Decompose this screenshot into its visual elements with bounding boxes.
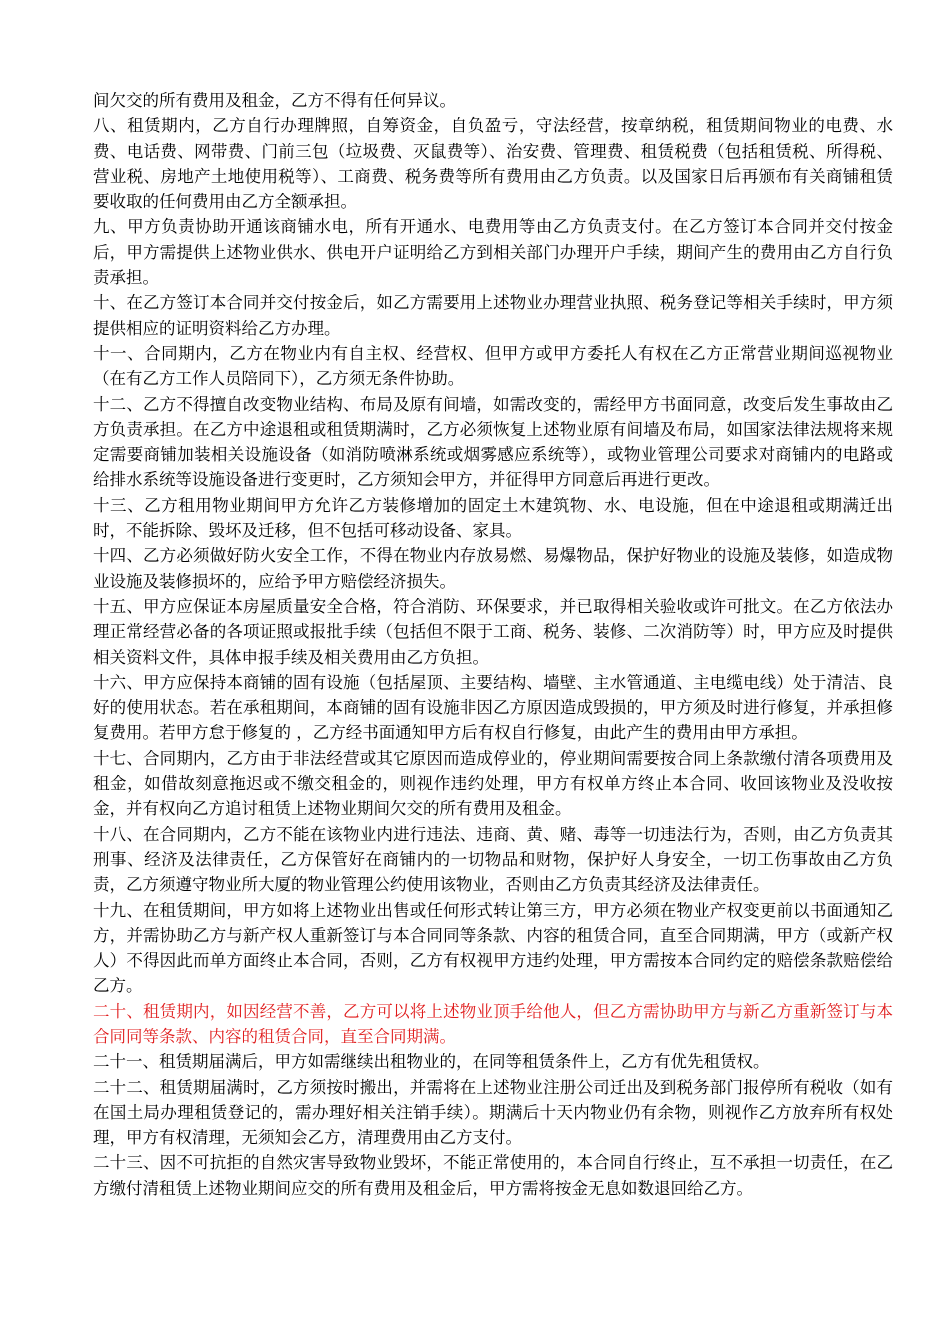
clause-continuation: 间欠交的所有费用及租金，乙方不得有任何异议。 [93,91,456,110]
clause-10: 十、在乙方签订本合同并交付按金后，如乙方需要用上述物业办理营业执照、税务登记等相关手续时，甲方须提供相应的证明资料给乙方办理。 [93,293,893,338]
clause-12: 十二、乙方不得擅自改变物业结构、布局及原有间墙，如需改变的，需经甲方书面同意，改变后发生事故由乙方负责承担。在乙方中途退租或租赁期满时，乙方必须恢复上述物业原有间墙及布局，如国家法律法规将来规定需要商铺加装相关设施设备（如消防喷淋系统或烟雾感应系统等），或物业管理公司要求对商铺内的电路或给排水系统等设施设备进行变更时，乙方须知会甲方，并征得甲方同意后再进行更改。 [93,394,893,490]
clause-15: 十五、甲方应保证本房屋质量安全合格，符合消防、环保要求，并已取得相关验收或许可批文。在乙方依法办理正常经营必备的各项证照或报批手续（包括但不限于工商、税务、装修、二次消防等）时，甲方应及时提供相关资料文件，具体申报手续及相关费用由乙方负担。 [93,596,893,667]
clause-8: 八、租赁期内，乙方自行办理牌照，自筹资金，自负盈亏，守法经营，按章纳税，租赁期间物业的电费、水费、电话费、网带费、门前三包（垃圾费、灭鼠费等）、治安费、管理费、租赁税费（包括租赁税、所得税、营业税、房地产土地使用税等）、工商费、税务费等所有费用由乙方负责。以及国家日后再颁布有关商铺租赁要收取的任何费用由乙方全额承担。 [93,116,893,212]
clause-11: 十一、合同期内，乙方在物业内有自主权、经营权、但甲方或甲方委托人有权在乙方正常营业期间巡视物业（在有乙方工作人员陪同下），乙方须无条件协助。 [93,343,893,389]
clause-20-highlighted: 二十、租赁期内，如因经营不善，乙方可以将上述物业顶手给他人，但乙方需协助甲方与新乙方重新签订与本合同同等条款、内容的租赁合同，直至合同期满。 [93,1001,893,1046]
clause-22: 二十二、租赁期届满时，乙方须按时搬出，并需将在上述物业注册公司迁出及到税务部门报停所有税收（如有在国土局办理租赁登记的，需办理好相关注销手续）。期满后十天内物业仍有余物，则视作乙方放弃所有权处理，甲方有权清理，无须知会乙方，清理费用由乙方支付。 [93,1077,893,1148]
clause-16: 十六、甲方应保持本商铺的固有设施（包括屋顶、主要结构、墙壁、主水管通道、主电缆电线）处于清洁、良好的使用状态。若在承租期间，本商铺的固有设施非因乙方原因造成毁损的，甲方须及时进行修复，并承担修复费用。若甲方怠于修复的 ，乙方经书面通知甲方后有权自行修复，由此产生的费用由甲方承担。 [93,672,893,743]
clause-17: 十七、合同期内，乙方由于非法经营或其它原因而造成停业的，停业期间需要按合同上条款缴付清各项费用及租金，如借故刻意拖迟或不缴交租金的，则视作违约处理，甲方有权单方终止本合同、收回该物业及没收按金，并有权向乙方追讨租赁上述物业期间欠交的所有费用及租金。 [93,748,893,819]
clause-19: 十九、在租赁期间，甲方如将上述物业出售或任何形式转让第三方，甲方必须在物业产权变更前以书面通知乙方，并需协助乙方与新产权人重新签订与本合同同等条款、内容的租赁合同，直至合同期满，甲方（或新产权人）不得因此而单方面终止本合同，否则，乙方有权视甲方违约处理，甲方需按本合同约定的赔偿条款赔偿给乙方。 [93,900,893,996]
clause-23: 二十三、因不可抗拒的自然灾害导致物业毁坏，不能正常使用的，本合同自行终止，互不承担一切责任，在乙方缴付清租赁上述物业期间应交的所有费用及租金后，甲方需将按金无息如数退回给乙方。 [93,1153,893,1198]
clause-14: 十四、乙方必须做好防火安全工作，不得在物业内存放易燃、易爆物品，保护好物业的设施及装修，如造成物业设施及装修损坏的，应给予甲方赔偿经济损失。 [93,546,893,591]
clause-21: 二十一、租赁期届满后，甲方如需继续出租物业的，在同等租赁条件上，乙方有优先租赁权。 [93,1052,770,1072]
clause-13: 十三、乙方租用物业期间甲方允许乙方装修增加的固定土木建筑物、水、电设施，但在中途退租或期满迁出时，不能拆除、毁坏及迁移，但不包括可移动设备、家具。 [93,495,893,541]
contract-page [93,88,893,1201]
clause-9: 九、甲方负责协助开通该商铺水电，所有开通水、电费用等由乙方负责支付。在乙方签订本合同并交付按金后，甲方需提供上述物业供水、供电开户证明给乙方到相关部门办理开户手续，期间产生的费用由乙方自行负责承担。 [93,217,893,288]
clause-18: 十八、在合同期内，乙方不能在该物业内进行违法、违商、黄、赌、毒等一切违法行为，否则，由乙方负责其刑事、经济及法律责任，乙方保管好在商铺内的一切物品和财物，保护好人身安全，一切工伤事故由乙方负责，乙方须遵守物业所大厦的物业管理公约使用该物业，否则由乙方负责其经济及法律责任。 [93,824,893,895]
